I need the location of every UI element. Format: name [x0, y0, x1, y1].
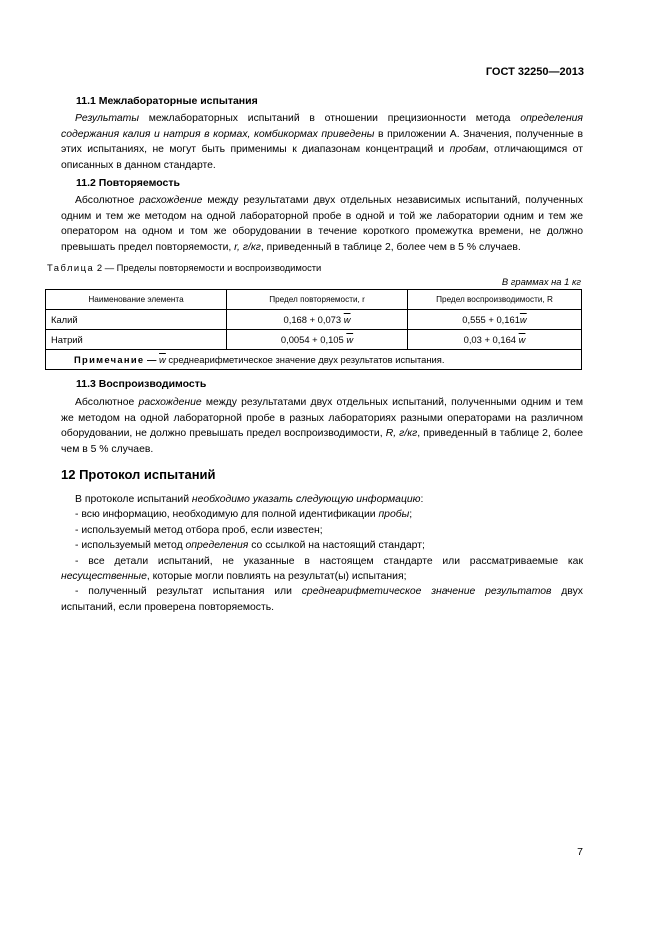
- value-text: 0,0054 + 0,105: [280, 334, 347, 345]
- list-item: [61, 584, 583, 615]
- table-caption-text: 2 — Пределы повторяемости и воспроизводимости: [94, 262, 322, 273]
- text-fragment: - всю информацию, необходимую для полной идентификации: [75, 509, 379, 521]
- table-cell-element: Калий: [46, 310, 227, 330]
- text-fragment: расхождение: [138, 397, 202, 408]
- text-fragment: в приложении А. Значения, полученные в этих испытаниях, не могут быть применимы к диапазонам концентраций и: [61, 128, 583, 156]
- document-number: ГОСТ 32250—2013: [485, 66, 584, 78]
- text-fragment: между результатами двух отдельных испытаний, полученными одним и тем же методом на одной лабораторной пробе в разных лабораториях разными операторами на различном оборудовании, не должно превышать предел воспроизводимости,: [61, 397, 583, 440]
- text-fragment: R, г/кг: [385, 428, 418, 440]
- table-cell-element: Натрий: [46, 330, 227, 350]
- text-fragment: определения содержания калия и натрия в кормах, комбикормах приведены: [61, 113, 583, 140]
- text-fragment: определения: [185, 540, 249, 552]
- text-fragment: несущественные: [61, 571, 147, 583]
- text-fragment: - все детали испытаний, не указанные в настоящем стандарте или рассматриваемые как: [75, 555, 583, 567]
- section-11-1-title: 11.1 Межлабораторные испытания: [76, 95, 258, 107]
- text-fragment: Абсолютное: [75, 397, 139, 408]
- table-units: В граммах на 1 кг: [501, 276, 581, 287]
- section-11-1-text: [61, 111, 583, 173]
- page-number: 7: [577, 846, 583, 858]
- w-mean-symbol: $\overline{w}$: [159, 354, 166, 365]
- table-header-cell: Предел воспроизводимости, R: [408, 290, 582, 310]
- text-fragment: , приведенный в таблице 2, более чем в 5 % случаев.: [260, 241, 521, 253]
- text-fragment: со ссылкой на настоящий стандарт;: [248, 540, 425, 552]
- note-label: Примечание: [74, 354, 145, 365]
- list-item: - используемый метод отбора проб, если известен;: [75, 524, 323, 536]
- value-text: 0,168 + 0,073: [283, 314, 344, 325]
- text-fragment: , отличающимся от описанных в данном стандарте.: [61, 144, 583, 171]
- table-header-cell: Предел повторяемости, r: [227, 290, 408, 310]
- text-fragment: , приведенный в таблице 2, более чем в 5 % случаев.: [61, 428, 583, 455]
- text-fragment: двух испытаний, если проверена повторяемость.: [61, 586, 583, 613]
- limits-table: [45, 289, 582, 370]
- text-fragment: В протоколе испытаний: [75, 494, 192, 505]
- table-cell-r: [227, 330, 408, 350]
- w-mean-symbol: $\overline{w}$: [518, 334, 526, 345]
- table-header-row: [46, 290, 582, 310]
- text-fragment: r, г/кг: [234, 241, 261, 253]
- text-fragment: расхождение: [139, 195, 203, 206]
- table-caption-label: Таблица: [47, 262, 95, 273]
- text-fragment: между результатами двух отдельных независимых испытаний, полученных одним и тем же методом на одной лабораторной пробе в одной и той же лаборатории одним и тем же оператором на одном и том же оборудовании в течение короткого промежутка времени, не должно превышать предел повторяемости,: [61, 195, 584, 253]
- table-row: [46, 310, 582, 330]
- section-11-3-text: [61, 395, 583, 457]
- w-mean-symbol: $\overline{w}$: [346, 334, 354, 345]
- text-fragment: - полученный результат испытания или: [75, 586, 302, 598]
- text-fragment: Абсолютное: [75, 195, 140, 206]
- text-fragment: среднеарифметическое значение результатов: [301, 586, 552, 598]
- text-fragment: :: [420, 494, 424, 505]
- section-12-title: 12 Протокол испытаний: [61, 467, 216, 482]
- table-note-row: [46, 350, 582, 370]
- text-fragment: необходимо указать следующую информацию: [191, 494, 421, 505]
- text-fragment: - используемый метод: [75, 540, 186, 552]
- text-fragment: пробам: [449, 144, 486, 156]
- text-fragment: Результаты: [75, 113, 139, 124]
- section-11-3-title: 11.3 Воспроизводимость: [76, 378, 207, 390]
- value-text: 0,555 + 0,161: [462, 314, 520, 325]
- w-mean-symbol: $\overline{w}$: [519, 314, 527, 325]
- section-12-intro: [61, 492, 583, 507]
- section-11-2-title: 11.2 Повторяемость: [76, 177, 180, 189]
- table-cell-R: [408, 330, 582, 350]
- section-11-2-text: [61, 193, 583, 255]
- table-caption: [47, 262, 321, 273]
- list-item: [61, 554, 583, 585]
- list-item: [61, 507, 583, 522]
- w-mean-symbol: $\overline{w}$: [343, 314, 351, 325]
- table-cell-r: [227, 310, 408, 330]
- note-text: среднеарифметическое значение двух результатов испытания.: [165, 354, 445, 365]
- section-12-body: [61, 492, 583, 615]
- table-header-cell: Наименование элемента: [46, 290, 227, 310]
- text-fragment: ;: [409, 509, 413, 521]
- list-item: [61, 538, 583, 553]
- value-text: 0,03 + 0,164: [463, 334, 519, 345]
- table-cell-R: [408, 310, 582, 330]
- text-fragment: межлабораторных испытаний в отношении прецизионности метода: [138, 113, 521, 124]
- table-row: [46, 330, 582, 350]
- table-note: [46, 350, 582, 370]
- note-dash: —: [144, 354, 160, 365]
- text-fragment: , которые могли повлиять на результат(ы) испытания;: [146, 571, 407, 583]
- text-fragment: пробы: [378, 509, 410, 521]
